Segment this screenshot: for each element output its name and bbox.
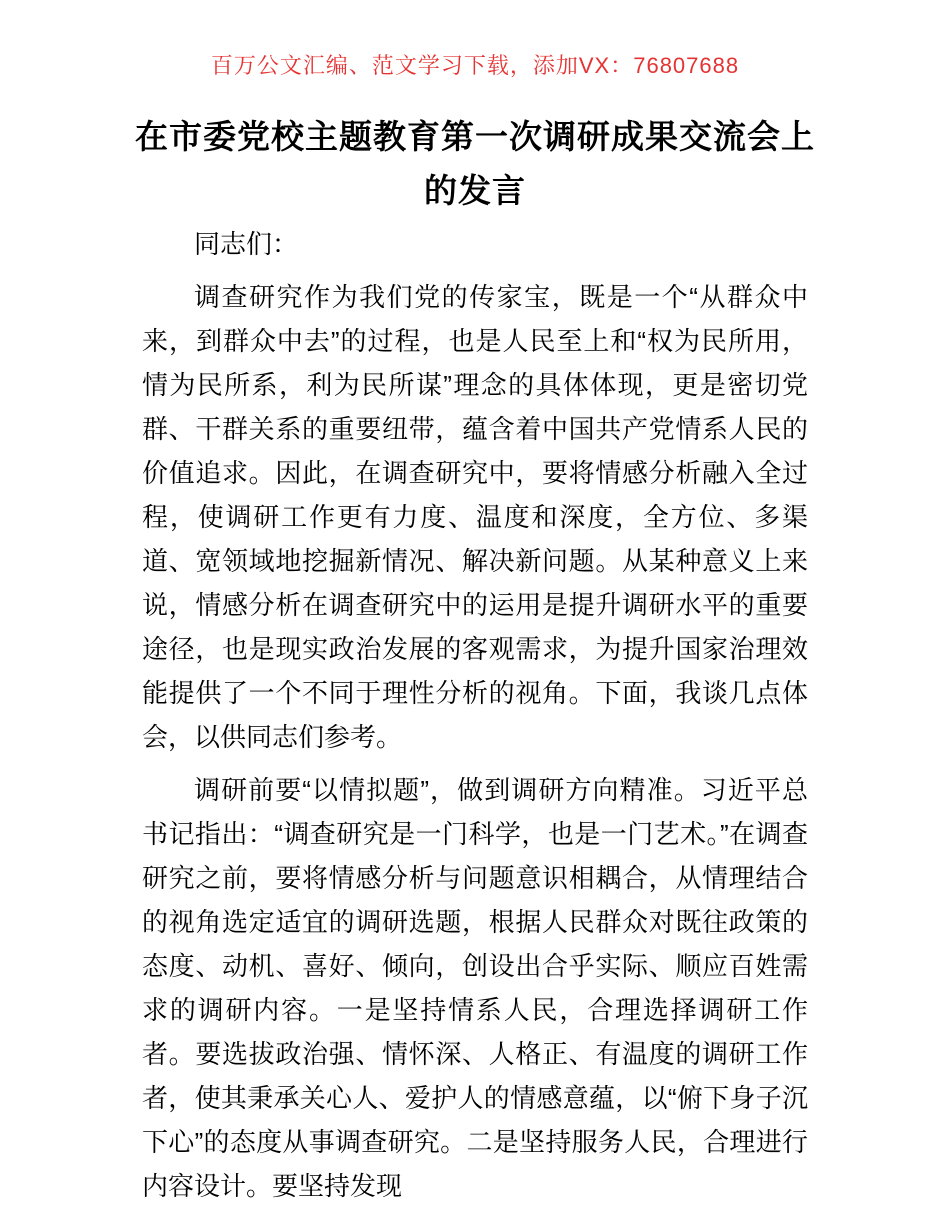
salutation: 同志们：	[194, 229, 299, 259]
body-paragraph-2: 调研前要“以情拟题”，做到调研方向精准。习近平总书记指出：“调查研究是一门科学，也是一门艺术。”在调查研究之前，要将情感分析与问题意识相耦合，从情理结合的视角选定适宜的调研选题，根据人民群众对既往政策的态度、动机、喜好、倾向，创设出合乎实际、顺应百姓需求的调研内容。一是坚持情系人民，合理选择调研工作者。要选拔政治强、情怀深、人格正、有温度的调研工作者，使其秉承关心人、爱护人的情感意蕴，以“俯下身子沉下心”的态度从事调查研究。二是坚持服务人民，合理进行内容设计。要坚持发现	[142, 775, 808, 1201]
document-body	[142, 222, 808, 1208]
page-title: 在市委党校主题教育第一次调研成果交流会上的发言	[135, 118, 815, 209]
promo-banner: 百万公文汇编、范文学习下载，添加VX：76807688	[210, 53, 740, 78]
body-paragraph-1: 调查研究作为我们党的传家宝，既是一个“从群众中来，到群众中去”的过程，也是人民至上和“权为民所用，情为民所系，利为民所谋”理念的具体体现，更是密切党群、干群关系的重要纽带，蕴含着中国共产党情系人民的价值追求。因此，在调查研究中，要将情感分析融入全过程，使调研工作更有力度、温度和深度，全方位、多渠道、宽领域地挖掘新情况、解决新问题。从某种意义上来说，情感分析在调查研究中的运用是提升调研水平的重要途径，也是现实政治发展的客观需求，为提升国家治理效能提供了一个不同于理性分析的视角。下面，我谈几点体会，以供同志们参考。	[142, 282, 808, 752]
